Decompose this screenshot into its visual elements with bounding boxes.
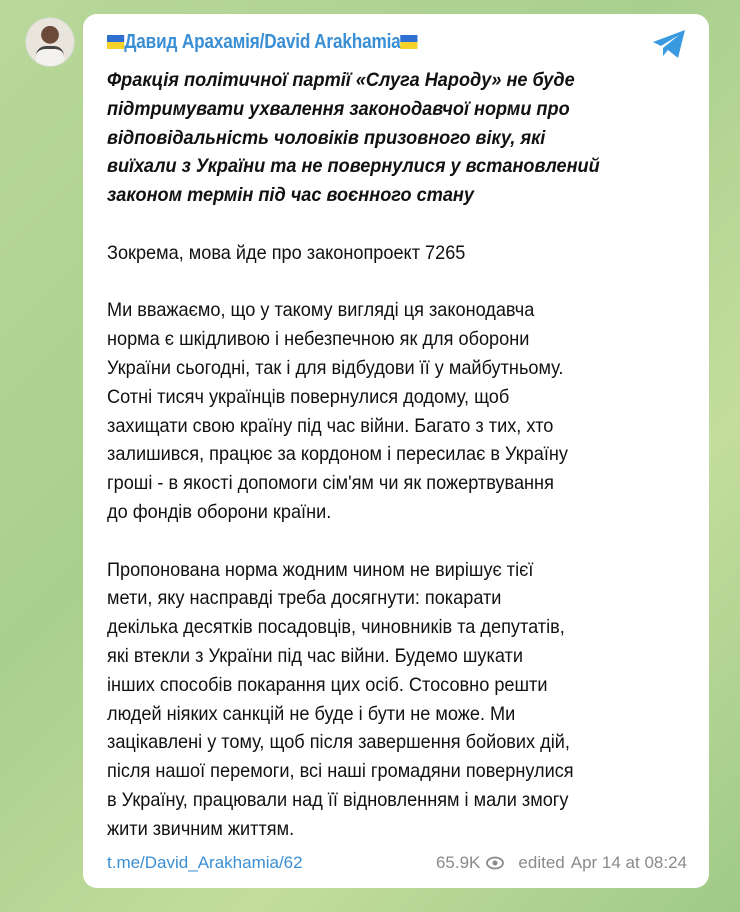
text-line: Пропонована норма жодним чином не вирішує тієї: [107, 558, 534, 581]
telegram-icon[interactable]: [651, 28, 687, 60]
text-line: жити звичним життям.: [107, 817, 295, 840]
text-line: законом термін під час воєнного стану: [107, 184, 474, 207]
text-line: Зокрема, мова йде про законопроект 7265: [107, 241, 466, 264]
text-line: до фондів оборони країни.: [107, 500, 332, 523]
ukraine-flag-icon: [107, 35, 124, 49]
text-line: виїхали з України та не повернулися у встановлений: [107, 155, 600, 178]
text-line: Сотні тисяч українців повернулися додому, щоб: [107, 385, 510, 408]
text-line: відповідальність чоловіків призовного віку, які: [107, 126, 546, 149]
message-text: [107, 66, 697, 872]
message-footer: [107, 852, 687, 874]
text-line: захищати свою країну під час війни. Багато з тих, хто: [107, 414, 554, 437]
text-line: підтримувати ухвалення законодавчої норми про: [107, 97, 570, 120]
edited-label: edited: [518, 853, 565, 872]
text-line: Ми вважаємо, що у такому вигляді ця законодавча: [107, 299, 535, 322]
text-line: інших способів покарання цих осіб. Стосовно решти: [107, 673, 548, 696]
channel-name[interactable]: [107, 30, 418, 54]
ukraine-flag-icon: [401, 35, 418, 49]
eye-icon: [486, 856, 504, 870]
text-line: гроші - в якості допомоги сім'ям чи як пожертвування: [107, 472, 554, 495]
text-line: зацікавлені у тому, щоб після завершення бойових дій,: [107, 731, 570, 754]
view-count: 65.9K: [435, 853, 481, 872]
text-line: декілька десятків посадовців, чиновників та депутатів,: [107, 616, 565, 639]
paragraph: [107, 296, 697, 526]
text-line: мети, яку насправді треба досягнути: покарати: [107, 587, 502, 610]
channel-avatar[interactable]: [25, 17, 75, 67]
post-date: Apr 14 at 08:24: [570, 853, 687, 872]
message-bubble: [83, 14, 709, 888]
text-line: людей ніяких санкцій не буде і бути не може. Ми: [107, 702, 516, 725]
channel-name-text: Давид Арахамія/David Arakhamia: [124, 31, 401, 53]
text-line: в Україну, працювали над її відновленням і мали змогу: [107, 788, 569, 811]
text-line: норма є шкідливою і небезпечною як для оборони: [107, 328, 530, 351]
text-line: Фракція політичної партії «Слуга Народу» не буде: [107, 69, 575, 91]
paragraph: [107, 556, 697, 844]
text-line: які втекли з України під час війни. Будемо шукати: [107, 644, 523, 667]
text-line: України сьогодні, так і для відбудови її у майбутньому.: [107, 356, 564, 379]
post-link[interactable]: t.me/David_Arakhamia/62: [107, 853, 303, 872]
text-line: після нашої перемоги, всі наші громадяни повернулися: [107, 760, 574, 783]
paragraph: [107, 239, 697, 268]
lead-paragraph: [107, 66, 697, 210]
text-line: залишився, працює за кордоном і пересилає в Україну: [107, 443, 568, 466]
